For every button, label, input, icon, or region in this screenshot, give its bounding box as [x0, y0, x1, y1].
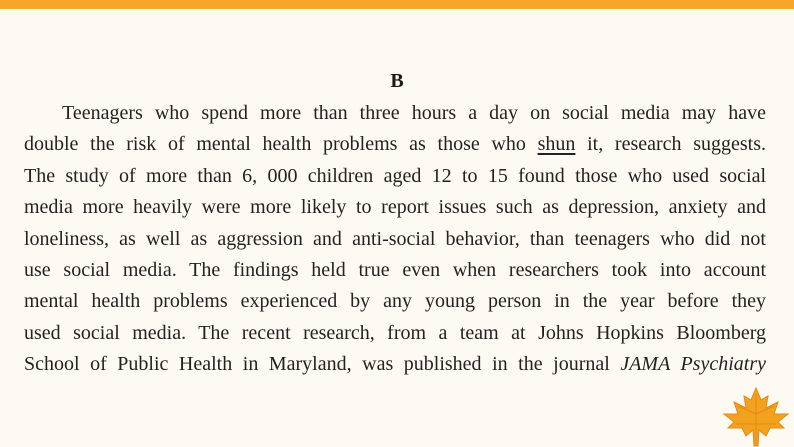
- passage-line: The study of more than 6, 000 children aged 12 to 15 found those who used social: [24, 164, 766, 187]
- underlined-word: shun: [537, 133, 576, 156]
- passage-line: media more heavily were more likely to report issues such as depression, anxiety and: [24, 196, 766, 219]
- passage-heading: B: [390, 70, 404, 92]
- passage-line: [24, 349, 766, 380]
- passage-line: mental health problems experienced by any young person in the year before they: [24, 290, 766, 313]
- top-accent-bar: [0, 0, 794, 9]
- journal-title: JAMA Psychiatry: [620, 353, 766, 376]
- passage-text-segment: double the risk of mental health problems as those who: [24, 133, 538, 156]
- passage-text-segment: School of Public Health in Maryland, was published in the journal: [24, 353, 621, 376]
- passage-line: [24, 129, 766, 160]
- passage-line: used social media. The recent research, from a team at Johns Hopkins Bloomberg: [24, 321, 766, 344]
- passage-line: use social media. The findings held true even when researchers took into account: [24, 259, 766, 282]
- passage-line: Teenagers who spend more than three hours a day on social media may have: [62, 102, 766, 124]
- passage-line: loneliness, as well as aggression and anti-social behavior, than teenagers who did not: [24, 227, 766, 250]
- maple-leaf-icon: [716, 384, 794, 447]
- passage-text: [24, 98, 766, 381]
- passage-text-segment: it, research suggests.: [575, 133, 767, 156]
